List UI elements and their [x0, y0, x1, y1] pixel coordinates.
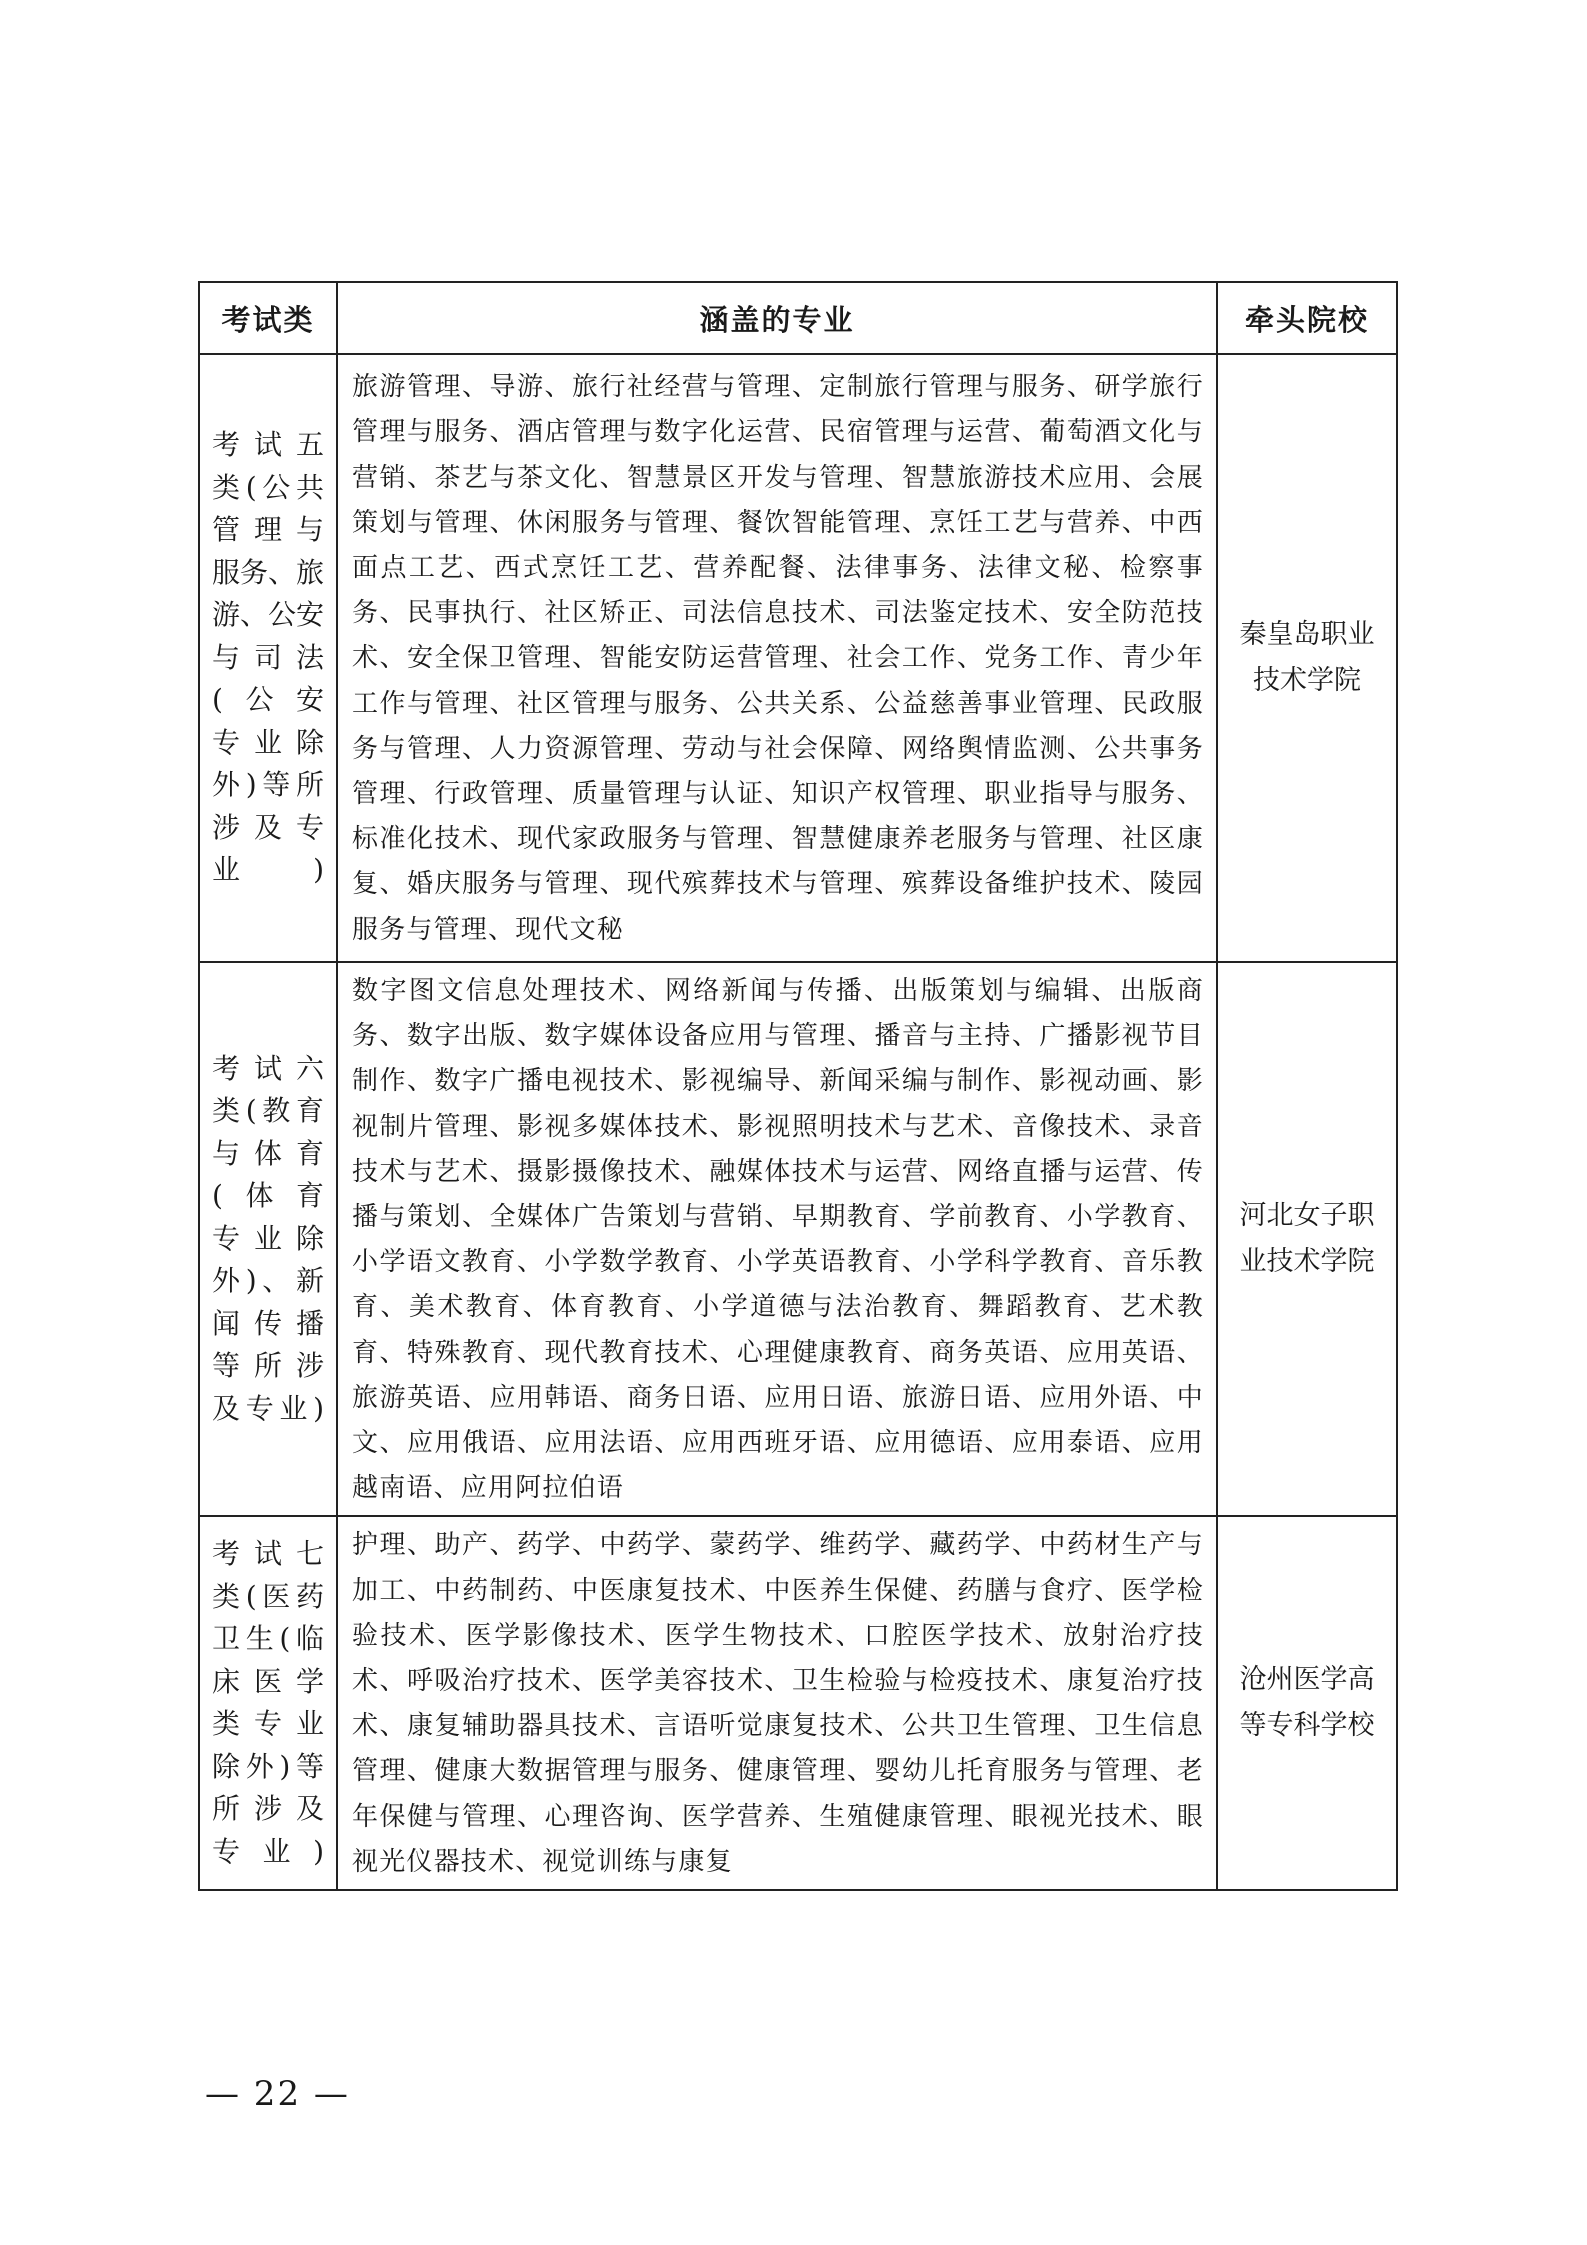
header-majors: 涵盖的专业: [337, 282, 1217, 354]
lead-school-line: 业技术学院: [1239, 1246, 1375, 1278]
category-line: 外)、新: [212, 1264, 324, 1298]
category-line: 管理与: [212, 513, 324, 547]
category-line: 卫生(临: [212, 1622, 324, 1656]
category-line: 除外)等: [212, 1749, 324, 1783]
category-line: 及专业): [212, 1391, 324, 1425]
header-category: 考试类: [199, 282, 337, 354]
category-line: 闻传播: [212, 1306, 324, 1340]
lead-school-line: 技术学院: [1253, 665, 1361, 696]
lead-school-line: 秦皇岛职业: [1239, 619, 1375, 650]
category-line: 所涉及: [212, 1792, 324, 1826]
majors-cell: 护理、助产、药学、中药学、蒙药学、维药学、藏药学、中药材生产与加工、中药制药、中医康复技术、中医养生保健、药膳与食疗、医学检验技术、医学影像技术、医学生物技术、口腔医学技术、放射治疗技术、呼吸治疗技术、医学美容技术、卫生检验与检疫技术、康复治疗技术、康复辅助器具技术、言语听觉康复技术、公共卫生管理、卫生信息管理、健康大数据管理与服务、健康管理、婴幼儿托育服务与管理、老年保健与管理、心理咨询、医学营养、生殖健康管理、眼视光技术、眼视光仪器技术、视觉训练与康复: [337, 1516, 1217, 1890]
category-line: 游、公安: [212, 598, 325, 632]
category-cell: [199, 962, 337, 1516]
category-line: 类(公共: [212, 470, 324, 504]
category-line: 类(医药: [212, 1579, 324, 1613]
category-line: 服务、旅: [212, 555, 325, 589]
category-line: 类专业: [212, 1707, 324, 1741]
table-row: [199, 354, 1397, 962]
category-line: 专业除: [212, 1221, 324, 1255]
category-line: 考试六: [212, 1051, 324, 1085]
category-line: (公安: [212, 683, 324, 717]
lead-school-cell: [1217, 1516, 1397, 1890]
category-line: 外)等所: [212, 768, 324, 802]
category-line: 专业除: [212, 725, 324, 759]
category-cell: [199, 354, 337, 962]
lead-school-line: 河北女子职: [1239, 1200, 1375, 1232]
category-line: (体育: [212, 1179, 324, 1213]
category-line: 业): [212, 853, 324, 887]
category-line: 涉及专: [212, 810, 324, 844]
lead-school-line: 沧州医学高: [1239, 1664, 1375, 1696]
category-line: 考试五: [212, 428, 324, 462]
category-line: 专业): [212, 1834, 324, 1868]
category-line: 考试七: [212, 1537, 324, 1571]
category-line: 与司法: [212, 640, 324, 674]
table-row: [199, 1516, 1397, 1890]
header-lead-school: 牵头院校: [1217, 282, 1397, 354]
lead-school-cell: [1217, 962, 1397, 1516]
page-number: — 22 —: [205, 2074, 350, 2114]
lead-school-cell: [1217, 354, 1397, 962]
majors-cell: 数字图文信息处理技术、网络新闻与传播、出版策划与编辑、出版商务、数字出版、数字媒体设备应用与管理、播音与主持、广播影视节目制作、数字广播电视技术、影视编导、新闻采编与制作、影视动画、影视制片管理、影视多媒体技术、影视照明技术与艺术、音像技术、录音技术与艺术、摄影摄像技术、融媒体技术与运营、网络直播与运营、传播与策划、全媒体广告策划与营销、早期教育、学前教育、小学教育、小学语文教育、小学数学教育、小学英语教育、小学科学教育、音乐教育、美术教育、体育教育、小学道德与法治教育、舞蹈教育、艺术教育、特殊教育、现代教育技术、心理健康教育、商务英语、应用英语、旅游英语、应用韩语、商务日语、应用日语、旅游日语、应用外语、中文、应用俄语、应用法语、应用西班牙语、应用德语、应用泰语、应用越南语、应用阿拉伯语: [337, 962, 1217, 1516]
table-row: [199, 962, 1397, 1516]
table-header-row: [199, 282, 1397, 354]
lead-school-line: 等专科学校: [1239, 1710, 1375, 1742]
category-line: 床医学: [212, 1664, 324, 1698]
category-line: 与体育: [212, 1136, 324, 1170]
category-line: 等所涉: [212, 1349, 324, 1383]
majors-cell: 旅游管理、导游、旅行社经营与管理、定制旅行管理与服务、研学旅行管理与服务、酒店管理与数字化运营、民宿管理与运营、葡萄酒文化与营销、茶艺与茶文化、智慧景区开发与管理、智慧旅游技术应用、会展策划与管理、休闲服务与管理、餐饮智能管理、烹饪工艺与营养、中西面点工艺、西式烹饪工艺、营养配餐、法律事务、法律文秘、检察事务、民事执行、社区矫正、司法信息技术、司法鉴定技术、安全防范技术、安全保卫管理、智能安防运营管理、社会工作、党务工作、青少年工作与管理、社区管理与服务、公共关系、公益慈善事业管理、民政服务与管理、人力资源管理、劳动与社会保障、网络舆情监测、公共事务管理、行政管理、质量管理与认证、知识产权管理、职业指导与服务、标准化技术、现代家政服务与管理、智慧健康养老服务与管理、社区康复、婚庆服务与管理、现代殡葬技术与管理、殡葬设备维护技术、陵园服务与管理、现代文秘: [337, 354, 1217, 962]
category-cell: [199, 1516, 337, 1890]
majors-table: [198, 281, 1398, 1891]
category-line: 类(教育: [212, 1094, 324, 1128]
